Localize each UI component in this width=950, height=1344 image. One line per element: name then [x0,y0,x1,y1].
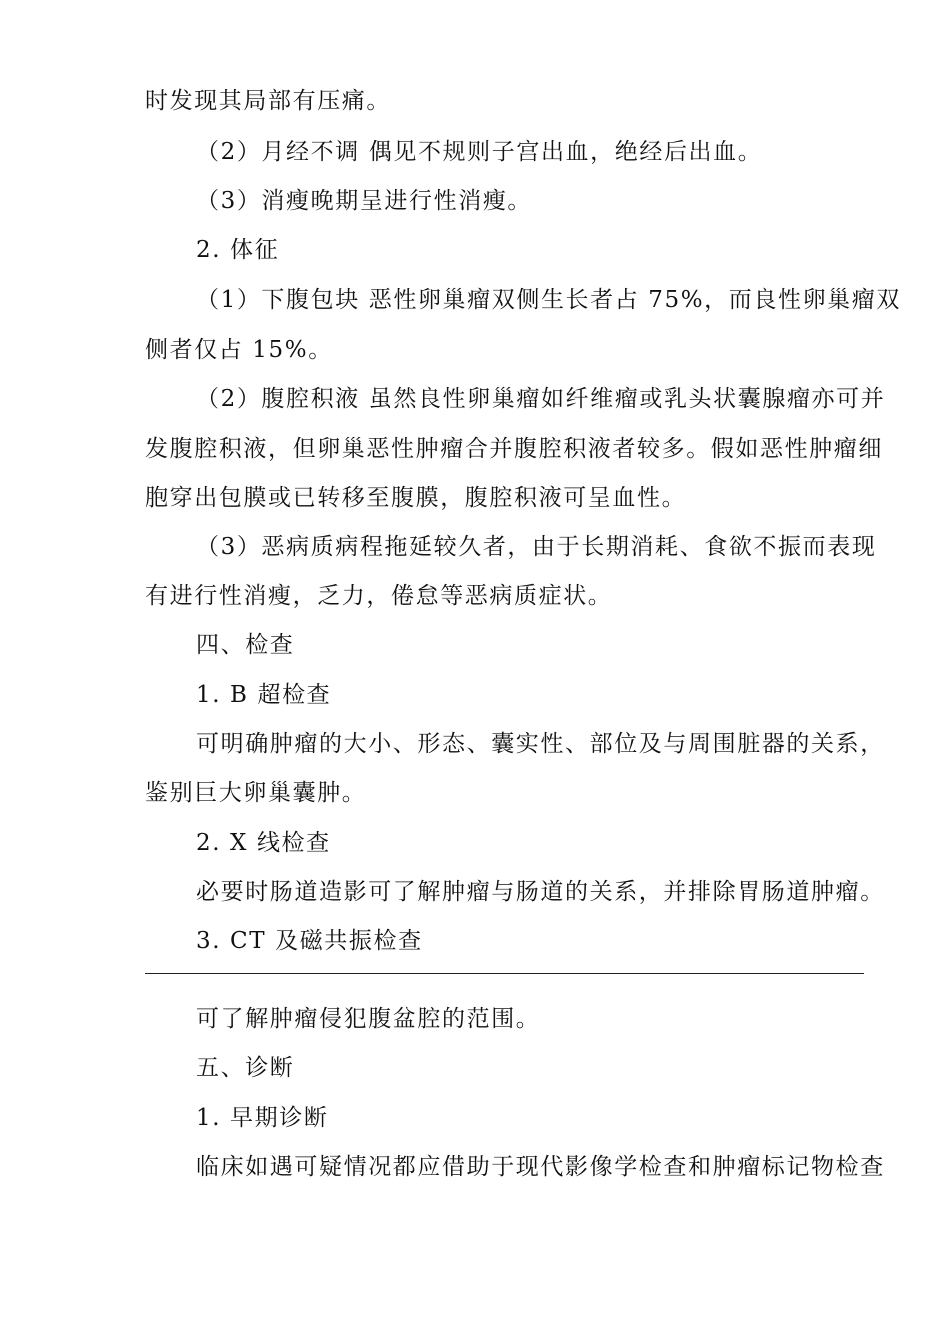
text-line: （2）月经不调 偶见不规则子宫出血，绝经后出血。 [196,139,763,165]
subsection-heading: 3. CT 及磁共振检查 [196,928,423,954]
text-line: 侧者仅占 15%。 [145,337,333,363]
text-line: （2）腹腔积液 虽然良性卵巢瘤如纤维瘤或乳头状囊腺瘤亦可并 [196,386,886,412]
text-line: 发腹腔积液，但卵巢恶性肿瘤合并腹腔积液者较多。假如恶性肿瘤细 [145,436,883,462]
text-line: 胞穿出包膜或已转移至腹膜，腹腔积液可呈血性。 [145,485,687,511]
subsection-heading: 1. B 超检查 [196,682,332,708]
section-heading: 五、诊断 [196,1055,295,1081]
text-line: 临床如遇可疑情况都应借助于现代影像学检查和肿瘤标记物检查 [196,1154,885,1180]
subsection-heading: 1. 早期诊断 [196,1105,329,1131]
text-line: （1）下腹包块 恶性卵巢瘤双侧生长者占 75%，而良性卵巢瘤双 [196,287,901,313]
text-line: 必要时肠道造影可了解肿瘤与肠道的关系，并排除胃肠道肿瘤。 [196,879,885,905]
text-line: （3）恶病质病程拖延较久者，由于长期消耗、食欲不振而表现 [196,534,877,560]
section-heading: 四、检查 [196,632,295,658]
text-line: 鉴别巨大卵巢囊肿。 [145,780,367,806]
text-line: 时发现其局部有压痛。 [145,88,391,114]
text-line: 可了解肿瘤侵犯腹盆腔的范围。 [196,1006,541,1032]
page-divider [145,973,864,974]
text-line: 有进行性消瘦，乏力，倦怠等恶病质症状。 [145,583,613,609]
text-line: 可明确肿瘤的大小、形态、囊实性、部位及与周围脏器的关系， [196,731,885,757]
text-line: （3）消瘦晚期呈进行性消瘦。 [196,188,533,214]
subsection-heading: 2. X 线检查 [196,830,331,856]
section-heading: 2. 体征 [196,237,280,263]
